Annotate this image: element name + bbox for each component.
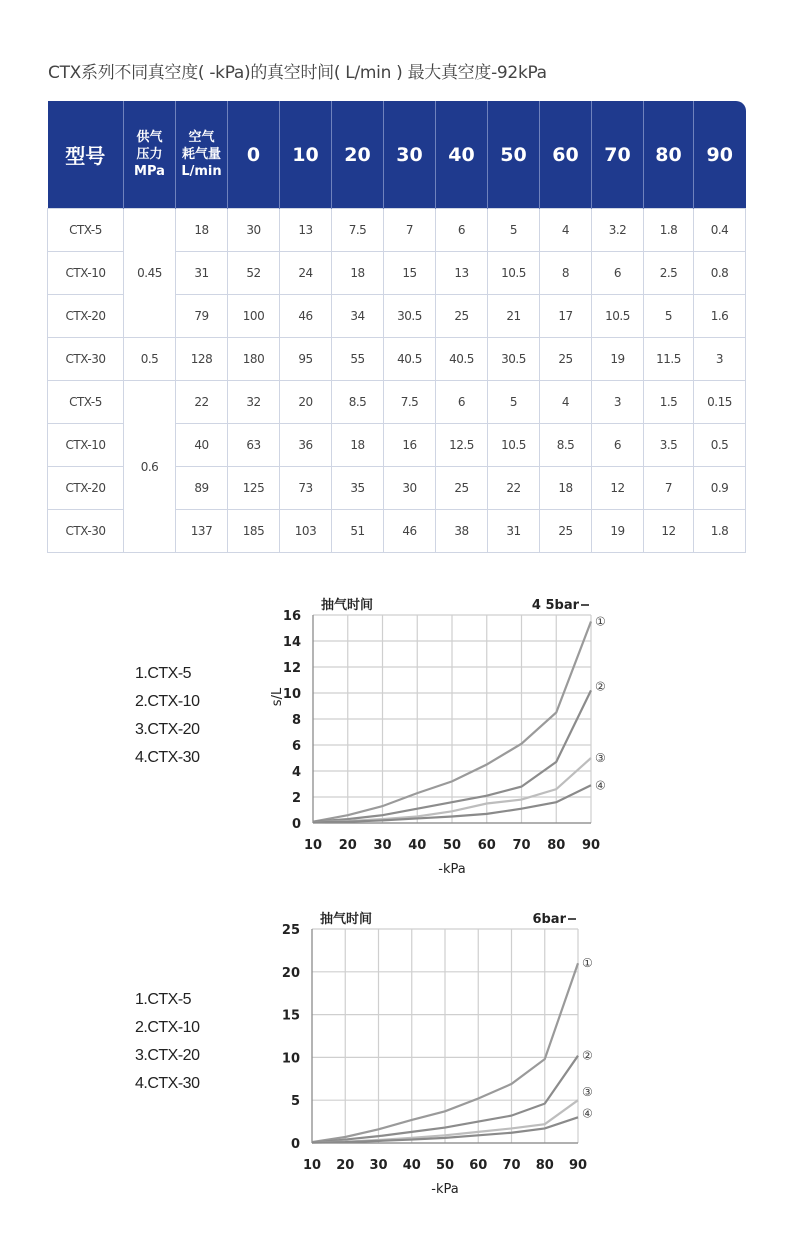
legend-item: 2.CTX-10: [135, 693, 200, 710]
value-cell: 73: [280, 467, 332, 510]
value-cell: 6: [592, 252, 644, 295]
chart-subtitle: 4 5bar: [531, 598, 579, 613]
y-tick-label: 14: [282, 635, 301, 650]
y-tick-label: 10: [281, 1051, 300, 1067]
value-cell: 32: [228, 381, 280, 424]
value-cell: 5: [488, 209, 540, 252]
vacuum-time-table: [47, 101, 743, 553]
value-cell: 18: [332, 252, 384, 295]
x-tick-label: 50: [442, 838, 462, 853]
series-end-label: ②: [595, 679, 606, 694]
value-cell: 8.5: [332, 381, 384, 424]
value-cell: 7.5: [384, 381, 436, 424]
value-cell: 20: [280, 381, 332, 424]
y-tick-label: 10: [282, 687, 301, 702]
value-cell: 3: [694, 338, 746, 381]
y-axis-label: s/L: [270, 687, 285, 707]
value-cell: 5: [488, 381, 540, 424]
value-cell: 25: [436, 467, 488, 510]
value-cell: 13: [436, 252, 488, 295]
value-cell: 0.8: [694, 252, 746, 295]
model-cell: CTX-20: [48, 295, 124, 338]
consumption-cell: 22: [176, 381, 228, 424]
model-cell: CTX-10: [48, 252, 124, 295]
value-cell: 12: [644, 510, 694, 553]
value-cell: 100: [228, 295, 280, 338]
value-cell: 46: [384, 510, 436, 553]
y-tick-label: 16: [282, 609, 301, 624]
y-tick-label: 12: [282, 661, 301, 676]
value-cell: 4: [540, 381, 592, 424]
value-cell: 13: [280, 209, 332, 252]
value-cell: 52: [228, 252, 280, 295]
consumption-cell: 79: [176, 295, 228, 338]
value-cell: 15: [384, 252, 436, 295]
x-tick-label: 70: [502, 1158, 521, 1173]
x-tick-label: 90: [568, 1158, 588, 1173]
chart-subtitle: 6bar: [532, 912, 566, 927]
chart1-legend: [135, 660, 199, 772]
pressure-cell: 0.45: [124, 209, 176, 338]
header-kpa-70: 70: [592, 101, 644, 209]
model-cell: CTX-5: [48, 209, 124, 252]
header-kpa-50: 50: [488, 101, 540, 209]
value-cell: 36: [280, 424, 332, 467]
legend-item: 1.CTX-5: [135, 991, 192, 1008]
table-row: [48, 338, 746, 381]
value-cell: 30: [384, 467, 436, 510]
value-cell: 22: [488, 467, 540, 510]
y-tick-label: 6: [291, 739, 301, 754]
value-cell: 5: [644, 295, 694, 338]
page-title: CTX系列不同真空度( -kPa)的真空时间( L/min ) 最大真空度-92kPa: [48, 63, 547, 83]
value-cell: 1.6: [694, 295, 746, 338]
value-cell: 25: [436, 295, 488, 338]
value-cell: 46: [280, 295, 332, 338]
header-kpa-0: 0: [228, 101, 280, 209]
series-end-label: ③: [582, 1085, 593, 1100]
value-cell: 95: [280, 338, 332, 381]
value-cell: 10.5: [488, 424, 540, 467]
header-kpa-60: 60: [540, 101, 592, 209]
consumption-cell: 40: [176, 424, 228, 467]
value-cell: 12.5: [436, 424, 488, 467]
header-kpa-20: 20: [332, 101, 384, 209]
chart2-legend: [135, 986, 199, 1098]
value-cell: 103: [280, 510, 332, 553]
legend-item: 3.CTX-20: [135, 1047, 200, 1064]
value-cell: 8: [540, 252, 592, 295]
value-cell: 25: [540, 338, 592, 381]
value-cell: 8.5: [540, 424, 592, 467]
x-tick-label: 40: [408, 838, 427, 853]
series-end-label: ①: [582, 956, 593, 971]
value-cell: 125: [228, 467, 280, 510]
vacuum-time-chart-6bar: [250, 905, 620, 1215]
vacuum-time-chart-4-5bar: [250, 585, 620, 885]
value-cell: 10.5: [592, 295, 644, 338]
table-row: [48, 209, 746, 252]
y-tick-label: 8: [291, 713, 301, 728]
value-cell: 1.5: [644, 381, 694, 424]
x-tick-label: 90: [581, 838, 601, 853]
x-tick-label: 20: [338, 838, 357, 853]
model-cell: CTX-20: [48, 467, 124, 510]
x-tick-label: 40: [402, 1158, 421, 1173]
x-tick-label: 60: [477, 838, 496, 853]
series-end-label: ③: [595, 751, 606, 765]
consumption-cell: 128: [176, 338, 228, 381]
series-end-label: ④: [595, 778, 606, 793]
x-tick-label: 10: [303, 838, 323, 853]
value-cell: 63: [228, 424, 280, 467]
y-tick-label: 25: [281, 923, 300, 938]
series-end-label: ②: [582, 1048, 593, 1063]
value-cell: 12: [592, 467, 644, 510]
value-cell: 19: [592, 338, 644, 381]
consumption-cell: 31: [176, 252, 228, 295]
table-body: [48, 209, 746, 553]
value-cell: 7: [644, 467, 694, 510]
value-cell: 24: [280, 252, 332, 295]
value-cell: 18: [332, 424, 384, 467]
y-tick-label: 15: [281, 1008, 300, 1024]
value-cell: 185: [228, 510, 280, 553]
y-tick-label: 0: [290, 1137, 300, 1152]
x-axis-label: -kPa: [438, 862, 466, 877]
value-cell: 11.5: [644, 338, 694, 381]
value-cell: 25: [540, 510, 592, 553]
value-cell: 31: [488, 510, 540, 553]
legend-item: 4.CTX-30: [135, 749, 200, 766]
value-cell: 0.9: [694, 467, 746, 510]
value-cell: 3.5: [644, 424, 694, 467]
x-tick-label: 50: [435, 1158, 455, 1173]
pressure-cell: 0.6: [124, 381, 176, 553]
model-cell: CTX-30: [48, 510, 124, 553]
value-cell: 6: [436, 381, 488, 424]
model-cell: CTX-30: [48, 338, 124, 381]
value-cell: 34: [332, 295, 384, 338]
header-kpa-30: 30: [384, 101, 436, 209]
value-cell: 4: [540, 209, 592, 252]
value-cell: 180: [228, 338, 280, 381]
value-cell: 30.5: [384, 295, 436, 338]
model-cell: CTX-5: [48, 381, 124, 424]
value-cell: 0.4: [694, 209, 746, 252]
x-tick-label: 80: [535, 1158, 554, 1173]
legend-item: 2.CTX-10: [135, 1019, 200, 1036]
header-air-consumption: 空气 耗气量 L/min: [176, 101, 228, 209]
table-row: [48, 381, 746, 424]
y-tick-label: 0: [291, 817, 301, 832]
header-kpa-90: 90: [694, 101, 746, 209]
y-tick-label: 4: [291, 765, 301, 780]
value-cell: 3: [592, 381, 644, 424]
table-header-row: [48, 101, 746, 209]
value-cell: 40.5: [384, 338, 436, 381]
x-tick-label: 30: [369, 1158, 388, 1173]
value-cell: 17: [540, 295, 592, 338]
x-tick-label: 10: [302, 1158, 322, 1173]
value-cell: 30: [228, 209, 280, 252]
header-pressure: 供气 压力 MPa: [124, 101, 176, 209]
header-model: 型号: [48, 101, 124, 209]
value-cell: 3.2: [592, 209, 644, 252]
value-cell: 40.5: [436, 338, 488, 381]
value-cell: 19: [592, 510, 644, 553]
chart-title: 抽气时间: [320, 912, 373, 927]
header-kpa-40: 40: [436, 101, 488, 209]
x-tick-label: 20: [336, 1158, 355, 1173]
pressure-cell: 0.5: [124, 338, 176, 381]
chart-title: 抽气时间: [321, 598, 374, 613]
value-cell: 6: [592, 424, 644, 467]
x-tick-label: 60: [469, 1158, 488, 1173]
series-end-label: ④: [582, 1106, 593, 1121]
value-cell: 0.5: [694, 424, 746, 467]
value-cell: 2.5: [644, 252, 694, 295]
consumption-cell: 89: [176, 467, 228, 510]
value-cell: 51: [332, 510, 384, 553]
series-end-label: ①: [595, 614, 606, 629]
value-cell: 1.8: [644, 209, 694, 252]
value-cell: 30.5: [488, 338, 540, 381]
value-cell: 6: [436, 209, 488, 252]
consumption-cell: 18: [176, 209, 228, 252]
y-tick-label: 5: [290, 1094, 300, 1110]
x-tick-label: 80: [547, 838, 566, 853]
x-tick-label: 30: [373, 838, 392, 853]
value-cell: 7: [384, 209, 436, 252]
y-tick-label: 2: [291, 791, 301, 806]
value-cell: 1.8: [694, 510, 746, 553]
value-cell: 7.5: [332, 209, 384, 252]
header-kpa-10: 10: [280, 101, 332, 209]
value-cell: 0.15: [694, 381, 746, 424]
value-cell: 16: [384, 424, 436, 467]
legend-item: 3.CTX-20: [135, 721, 200, 738]
value-cell: 35: [332, 467, 384, 510]
value-cell: 21: [488, 295, 540, 338]
x-axis-label: -kPa: [431, 1182, 459, 1197]
model-cell: CTX-10: [48, 424, 124, 467]
legend-item: 1.CTX-5: [135, 665, 192, 682]
consumption-cell: 137: [176, 510, 228, 553]
value-cell: 55: [332, 338, 384, 381]
header-kpa-80: 80: [644, 101, 694, 209]
y-tick-label: 20: [281, 965, 300, 981]
value-cell: 38: [436, 510, 488, 553]
value-cell: 18: [540, 467, 592, 510]
x-tick-label: 70: [512, 838, 531, 853]
legend-item: 4.CTX-30: [135, 1075, 200, 1092]
value-cell: 10.5: [488, 252, 540, 295]
